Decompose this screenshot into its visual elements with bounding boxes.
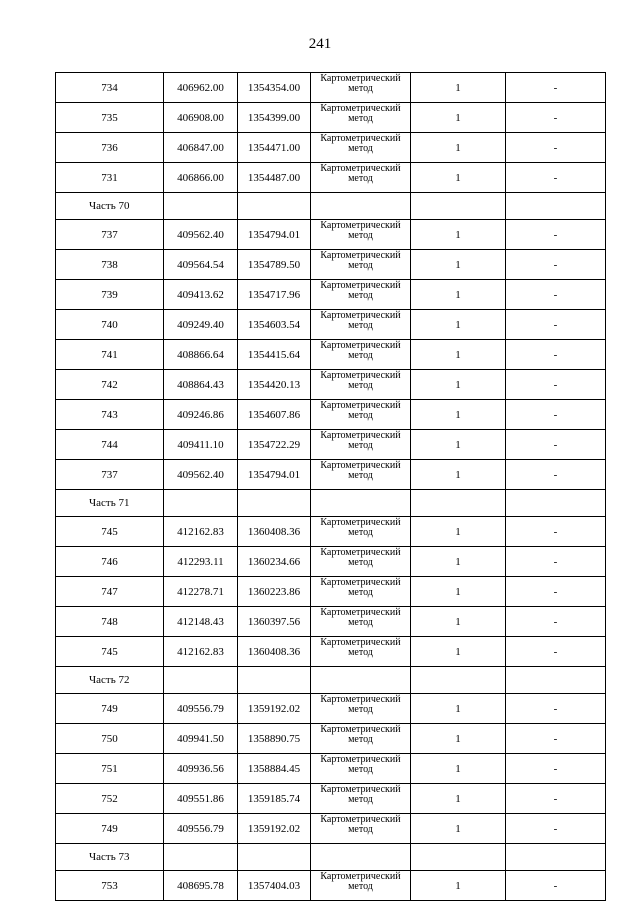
empty-cell [506,667,606,694]
note-cell: - [506,280,606,310]
accuracy-cell: 1 [411,430,506,460]
accuracy-cell: 1 [411,784,506,814]
table-row [56,607,606,637]
method-cell: Картометрический метод [311,607,411,637]
y-coordinate-cell: 1354794.01 [238,460,311,490]
point-number-cell: 731 [56,163,164,193]
point-number-cell: 749 [56,694,164,724]
table-row [56,103,606,133]
method-cell: Картометрический метод [311,430,411,460]
point-number-cell: 735 [56,103,164,133]
method-cell: Картометрический метод [311,250,411,280]
empty-cell [411,490,506,517]
note-cell: - [506,103,606,133]
note-cell: - [506,871,606,901]
accuracy-cell: 1 [411,103,506,133]
empty-cell [238,667,311,694]
accuracy-cell: 1 [411,517,506,547]
x-coordinate-cell: 409941.50 [164,724,238,754]
x-coordinate-cell: 409556.79 [164,814,238,844]
y-coordinate-cell: 1354399.00 [238,103,311,133]
coordinates-table [55,72,606,901]
y-coordinate-cell: 1354603.54 [238,310,311,340]
method-cell: Картометрический метод [311,577,411,607]
empty-cell [311,193,411,220]
method-cell: Картометрический метод [311,547,411,577]
table-row [56,340,606,370]
point-number-cell: 734 [56,73,164,103]
x-coordinate-cell: 408695.78 [164,871,238,901]
y-coordinate-cell: 1358884.45 [238,754,311,784]
note-cell: - [506,724,606,754]
method-cell: Картометрический метод [311,220,411,250]
empty-cell [311,667,411,694]
point-number-cell: 753 [56,871,164,901]
accuracy-cell: 1 [411,637,506,667]
note-cell: - [506,547,606,577]
empty-cell [164,490,238,517]
accuracy-cell: 1 [411,577,506,607]
note-cell: - [506,694,606,724]
x-coordinate-cell: 409551.86 [164,784,238,814]
y-coordinate-cell: 1357404.03 [238,871,311,901]
point-number-cell: 749 [56,814,164,844]
table-row [56,400,606,430]
method-cell: Картометрический метод [311,460,411,490]
point-number-cell: 746 [56,547,164,577]
point-number-cell: 741 [56,340,164,370]
x-coordinate-cell: 406908.00 [164,103,238,133]
accuracy-cell: 1 [411,370,506,400]
method-cell: Картометрический метод [311,724,411,754]
note-cell: - [506,163,606,193]
table-row [56,694,606,724]
accuracy-cell: 1 [411,607,506,637]
accuracy-cell: 1 [411,310,506,340]
method-cell: Картометрический метод [311,280,411,310]
point-number-cell: 744 [56,430,164,460]
empty-cell [311,490,411,517]
point-number-cell: 736 [56,133,164,163]
table-row [56,73,606,103]
table-row [56,784,606,814]
table-row [56,871,606,901]
empty-cell [506,490,606,517]
point-number-cell: 752 [56,784,164,814]
method-cell: Картометрический метод [311,370,411,400]
accuracy-cell: 1 [411,220,506,250]
part-label: Часть 70 [56,193,164,220]
part-header-row [56,193,606,220]
point-number-cell: 745 [56,517,164,547]
y-coordinate-cell: 1359192.02 [238,814,311,844]
y-coordinate-cell: 1354354.00 [238,73,311,103]
accuracy-cell: 1 [411,133,506,163]
y-coordinate-cell: 1360234.66 [238,547,311,577]
empty-cell [411,844,506,871]
method-cell: Картометрический метод [311,871,411,901]
method-cell: Картометрический метод [311,784,411,814]
method-cell: Картометрический метод [311,517,411,547]
note-cell: - [506,250,606,280]
y-coordinate-cell: 1359185.74 [238,784,311,814]
x-coordinate-cell: 409411.10 [164,430,238,460]
method-cell: Картометрический метод [311,73,411,103]
note-cell: - [506,73,606,103]
note-cell: - [506,310,606,340]
x-coordinate-cell: 409556.79 [164,694,238,724]
empty-cell [238,193,311,220]
point-number-cell: 740 [56,310,164,340]
point-number-cell: 747 [56,577,164,607]
method-cell: Картометрический метод [311,340,411,370]
y-coordinate-cell: 1354607.86 [238,400,311,430]
empty-cell [506,844,606,871]
x-coordinate-cell: 409246.86 [164,400,238,430]
method-cell: Картометрический метод [311,637,411,667]
y-coordinate-cell: 1360408.36 [238,517,311,547]
table-row [56,460,606,490]
accuracy-cell: 1 [411,547,506,577]
y-coordinate-cell: 1354717.96 [238,280,311,310]
point-number-cell: 751 [56,754,164,784]
x-coordinate-cell: 412293.11 [164,547,238,577]
accuracy-cell: 1 [411,400,506,430]
x-coordinate-cell: 412278.71 [164,577,238,607]
accuracy-cell: 1 [411,340,506,370]
y-coordinate-cell: 1354794.01 [238,220,311,250]
method-cell: Картометрический метод [311,694,411,724]
y-coordinate-cell: 1360408.36 [238,637,311,667]
part-label: Часть 72 [56,667,164,694]
note-cell: - [506,577,606,607]
part-label: Часть 71 [56,490,164,517]
method-cell: Картометрический метод [311,814,411,844]
note-cell: - [506,430,606,460]
empty-cell [164,193,238,220]
table-row [56,220,606,250]
x-coordinate-cell: 412162.83 [164,637,238,667]
part-header-row [56,844,606,871]
empty-cell [238,490,311,517]
note-cell: - [506,607,606,637]
table-row [56,814,606,844]
part-label: Часть 73 [56,844,164,871]
y-coordinate-cell: 1360397.56 [238,607,311,637]
note-cell: - [506,133,606,163]
y-coordinate-cell: 1354722.29 [238,430,311,460]
x-coordinate-cell: 406866.00 [164,163,238,193]
x-coordinate-cell: 409936.56 [164,754,238,784]
x-coordinate-cell: 408866.64 [164,340,238,370]
point-number-cell: 738 [56,250,164,280]
table-row [56,310,606,340]
y-coordinate-cell: 1354415.64 [238,340,311,370]
note-cell: - [506,220,606,250]
x-coordinate-cell: 412162.83 [164,517,238,547]
table-row [56,637,606,667]
x-coordinate-cell: 409562.40 [164,460,238,490]
point-number-cell: 739 [56,280,164,310]
note-cell: - [506,340,606,370]
point-number-cell: 745 [56,637,164,667]
empty-cell [164,667,238,694]
empty-cell [411,193,506,220]
point-number-cell: 748 [56,607,164,637]
table-row [56,370,606,400]
note-cell: - [506,517,606,547]
y-coordinate-cell: 1354789.50 [238,250,311,280]
table-row [56,133,606,163]
page-number: 241 [308,36,332,52]
y-coordinate-cell: 1358890.75 [238,724,311,754]
empty-cell [238,844,311,871]
method-cell: Картометрический метод [311,754,411,784]
x-coordinate-cell: 412148.43 [164,607,238,637]
method-cell: Картометрический метод [311,310,411,340]
x-coordinate-cell: 408864.43 [164,370,238,400]
x-coordinate-cell: 406962.00 [164,73,238,103]
y-coordinate-cell: 1354487.00 [238,163,311,193]
table-row [56,250,606,280]
x-coordinate-cell: 409564.54 [164,250,238,280]
accuracy-cell: 1 [411,280,506,310]
accuracy-cell: 1 [411,163,506,193]
note-cell: - [506,784,606,814]
note-cell: - [506,637,606,667]
note-cell: - [506,370,606,400]
method-cell: Картометрический метод [311,133,411,163]
accuracy-cell: 1 [411,814,506,844]
part-header-row [56,667,606,694]
note-cell: - [506,814,606,844]
method-cell: Картометрический метод [311,400,411,430]
accuracy-cell: 1 [411,694,506,724]
note-cell: - [506,400,606,430]
accuracy-cell: 1 [411,724,506,754]
accuracy-cell: 1 [411,250,506,280]
y-coordinate-cell: 1360223.86 [238,577,311,607]
table-row [56,517,606,547]
empty-cell [164,844,238,871]
accuracy-cell: 1 [411,73,506,103]
point-number-cell: 737 [56,460,164,490]
method-cell: Картометрический метод [311,163,411,193]
accuracy-cell: 1 [411,460,506,490]
accuracy-cell: 1 [411,754,506,784]
table-row [56,577,606,607]
accuracy-cell: 1 [411,871,506,901]
empty-cell [506,193,606,220]
table-row [56,547,606,577]
point-number-cell: 742 [56,370,164,400]
note-cell: - [506,460,606,490]
point-number-cell: 750 [56,724,164,754]
point-number-cell: 737 [56,220,164,250]
x-coordinate-cell: 409562.40 [164,220,238,250]
note-cell: - [506,754,606,784]
table-row [56,163,606,193]
table-row [56,754,606,784]
empty-cell [311,844,411,871]
y-coordinate-cell: 1354420.13 [238,370,311,400]
table-row [56,280,606,310]
part-header-row [56,490,606,517]
x-coordinate-cell: 406847.00 [164,133,238,163]
table-row [56,430,606,460]
x-coordinate-cell: 409413.62 [164,280,238,310]
y-coordinate-cell: 1359192.02 [238,694,311,724]
point-number-cell: 743 [56,400,164,430]
x-coordinate-cell: 409249.40 [164,310,238,340]
y-coordinate-cell: 1354471.00 [238,133,311,163]
table-row [56,724,606,754]
empty-cell [411,667,506,694]
method-cell: Картометрический метод [311,103,411,133]
